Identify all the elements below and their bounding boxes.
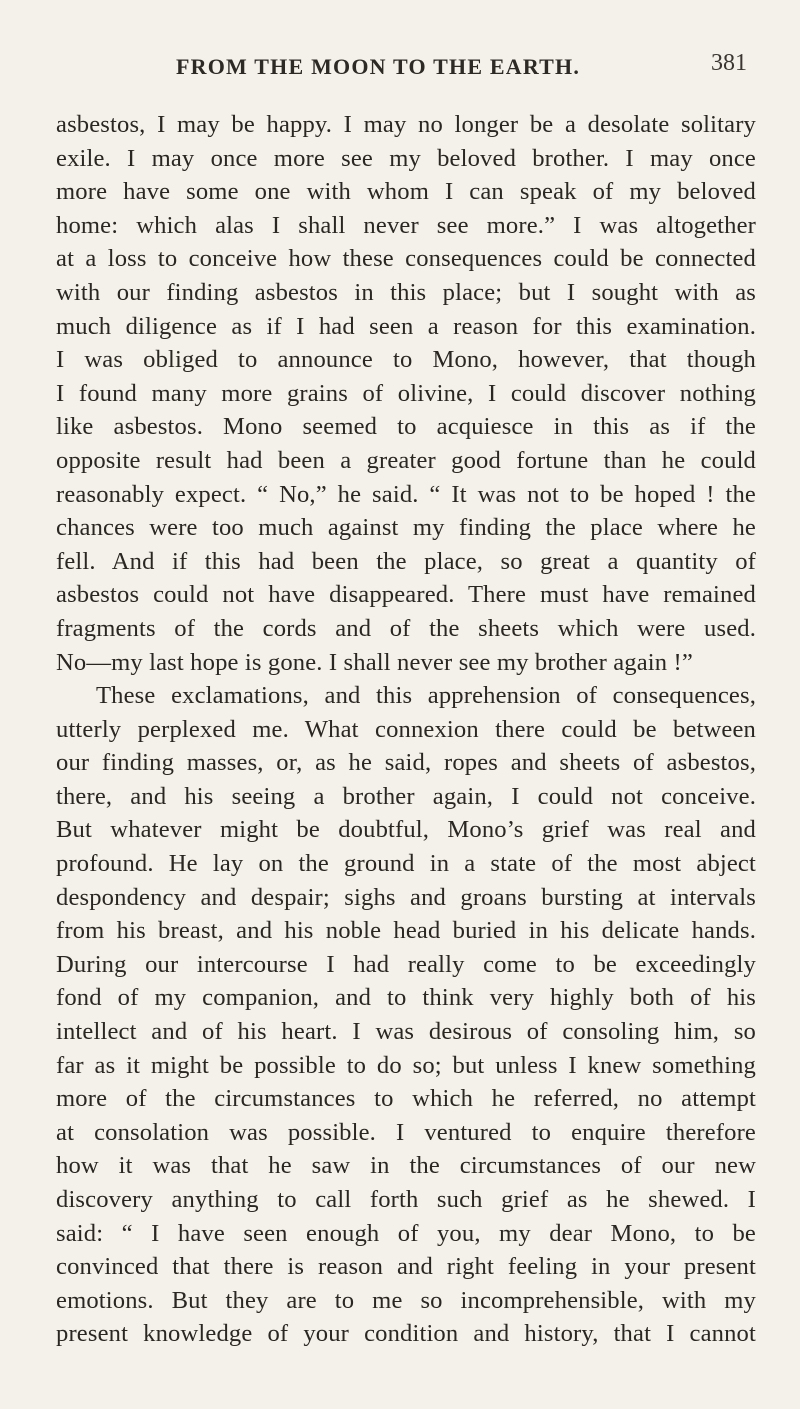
text-line: how it was that he saw in the circumstances of our new — [56, 1152, 756, 1180]
text-line: fragments of the cords and of the sheets which were used. — [56, 614, 756, 642]
text-line: exile. I may once more see my beloved brother. I may once — [56, 144, 756, 172]
text-line: opposite result had been a greater good fortune than he could — [56, 446, 756, 474]
text-line: from his breast, and his noble head buried in his delicate hands. — [56, 917, 756, 945]
text-line: far as it might be possible to do so; but unless I knew something — [56, 1051, 756, 1079]
text-line: present knowledge of your condition and history, that I cannot — [56, 1320, 756, 1348]
text-line: profound. He lay on the ground in a state of the most abject — [56, 850, 756, 878]
paragraph-first-line: These exclamations, and this apprehension of consequences, — [96, 682, 756, 710]
text-line: much diligence as if I had seen a reason for this examination. — [56, 312, 756, 340]
text-line: convinced that there is reason and right feeling in your present — [56, 1253, 756, 1281]
text-line: at a loss to conceive how these consequences could be connected — [56, 245, 756, 273]
text-line: there, and his seeing a brother again, I could not conceive. — [56, 782, 756, 810]
text-line: more of the circumstances to which he referred, no attempt — [56, 1085, 756, 1113]
text-line: No—my last hope is gone. I shall never see my brother again !” — [56, 648, 693, 676]
text-line: fell. And if this had been the place, so great a quantity of — [56, 547, 756, 575]
text-line: asbestos, I may be happy. I may no longer be a desolate solitary — [56, 111, 756, 138]
text-line: emotions. But they are to me so incomprehensible, with my — [56, 1286, 756, 1314]
text-line: chances were too much against my finding the place where he — [56, 514, 756, 542]
running-head: FROM THE MOON TO THE EARTH. — [176, 54, 581, 79]
text-line: discovery anything to call forth such grief as he shewed. I — [56, 1186, 756, 1213]
text-line: I was obliged to announce to Mono, however, that though — [56, 346, 756, 374]
text-line: said: “ I have seen enough of you, my dear Mono, to be — [56, 1219, 756, 1247]
text-line: intellect and of his heart. I was desirous of consoling him, so — [56, 1018, 756, 1046]
text-line: fond of my companion, and to think very highly both of his — [56, 984, 756, 1012]
text-line: utterly perplexed me. What connexion there could be between — [56, 715, 756, 743]
text-line: home: which alas I shall never see more.” I was altogether — [56, 211, 756, 239]
text-line: our finding masses, or, as he said, ropes and sheets of asbestos, — [56, 749, 756, 777]
text-line: like asbestos. Mono seemed to acquiesce in this as if the — [56, 413, 756, 441]
text-line: reasonably expect. “ No,” he said. “ It was not to be hoped ! the — [56, 480, 756, 508]
text-line: with our finding asbestos in this place; but I sought with as — [56, 278, 756, 306]
body-text — [56, 108, 756, 1351]
text-line: despondency and despair; sighs and groans bursting at intervals — [56, 883, 756, 911]
text-line: But whatever might be doubtful, Mono’s grief was real and — [56, 816, 756, 844]
text-line: at consolation was possible. I ventured to enquire therefore — [56, 1118, 756, 1146]
text-line: asbestos could not have disappeared. There must have remained — [56, 581, 756, 609]
text-line: I found many more grains of olivine, I could discover nothing — [56, 379, 756, 407]
page-number: 381 — [711, 50, 747, 76]
text-line: more have some one with whom I can speak of my beloved — [56, 178, 756, 206]
text-line: During our intercourse I had really come to be exceedingly — [56, 950, 756, 978]
